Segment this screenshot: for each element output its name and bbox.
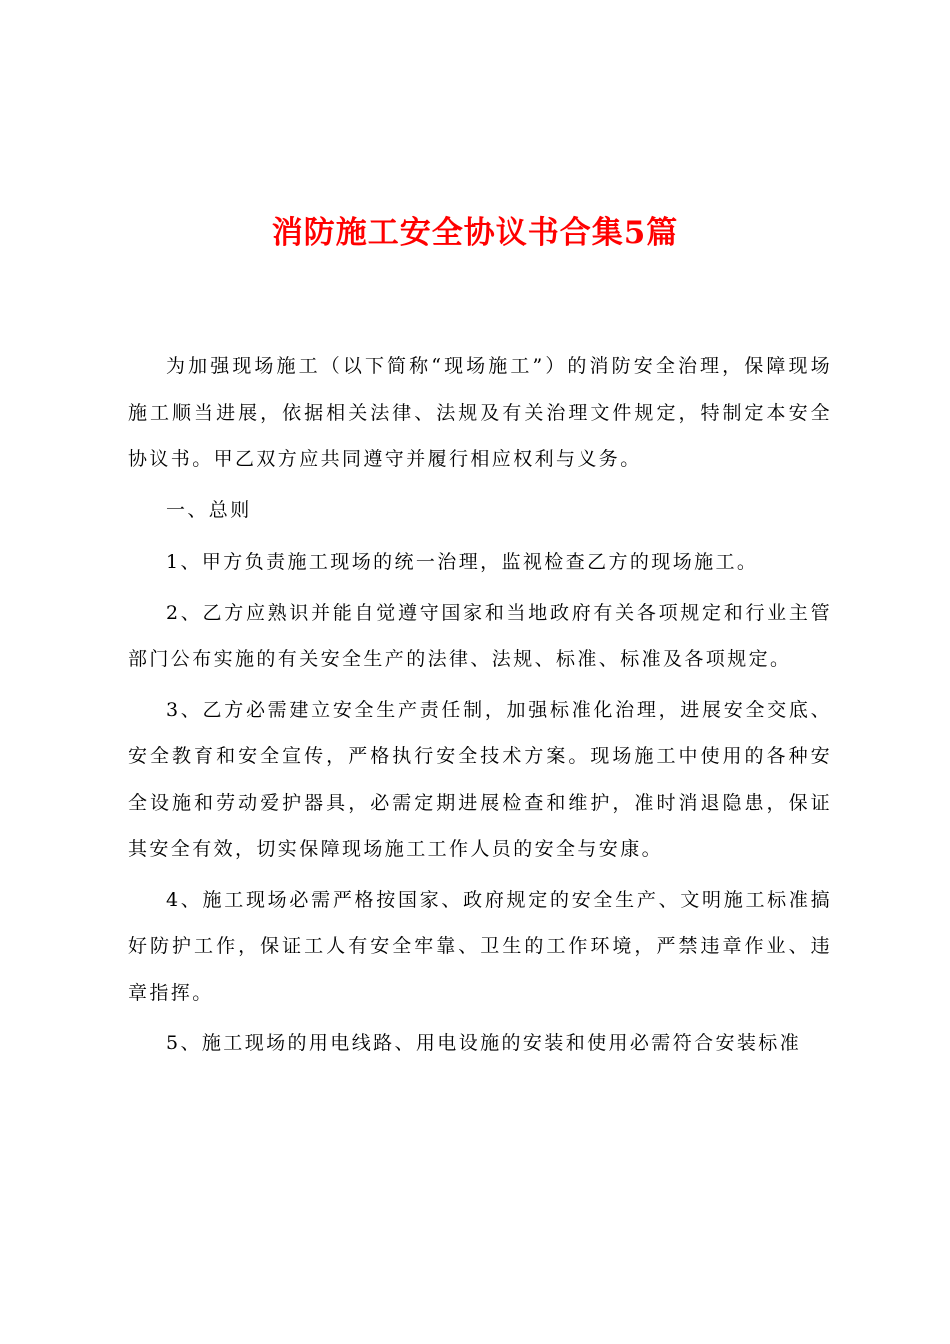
clause-paragraph: 2、乙方应熟识并能自觉遵守国家和当地政府有关各项规定和行业主管部门公布实施的有关安全生产的法律、法规、标准、标准及各项规定。: [128, 601, 832, 670]
clause-paragraph: 1、甲方负责施工现场的统一治理，监视检查乙方的现场施工。: [166, 551, 759, 573]
intro-paragraph: 为加强现场施工（以下简称“现场施工”）的消防安全治理，保障现场施工顺当进展，依据相关法律、法规及有关治理文件规定，特制定本安全协议书。甲乙双方应共同遵守并履行相应权利与义务。: [128, 355, 832, 470]
clause-paragraph: 4、施工现场必需严格按国家、政府规定的安全生产、文明施工标准搞好防护工作，保证工人有安全牢靠、卫生的工作环境，严禁违章作业、违章指挥。: [128, 888, 832, 1004]
document-body: [128, 343, 832, 1071]
document-title: 消防施工安全协议书合集5篇: [271, 215, 679, 251]
clause-paragraph: 3、乙方必需建立安全生产责任制，加强标准化治理，进展安全交底、安全教育和安全宣传，严格执行安全技术方案。现场施工中使用的各种安全设施和劳动爱护器具，必需定期进展检查和维护，准时消退隐患，保证其安全有效，切实保障现场施工工作人员的安全与安康。: [128, 698, 832, 860]
section-heading-general: 一、总则: [166, 498, 252, 521]
clause-paragraph: 5、施工现场的用电线路、用电设施的安装和使用必需符合安装标准: [166, 1032, 802, 1054]
